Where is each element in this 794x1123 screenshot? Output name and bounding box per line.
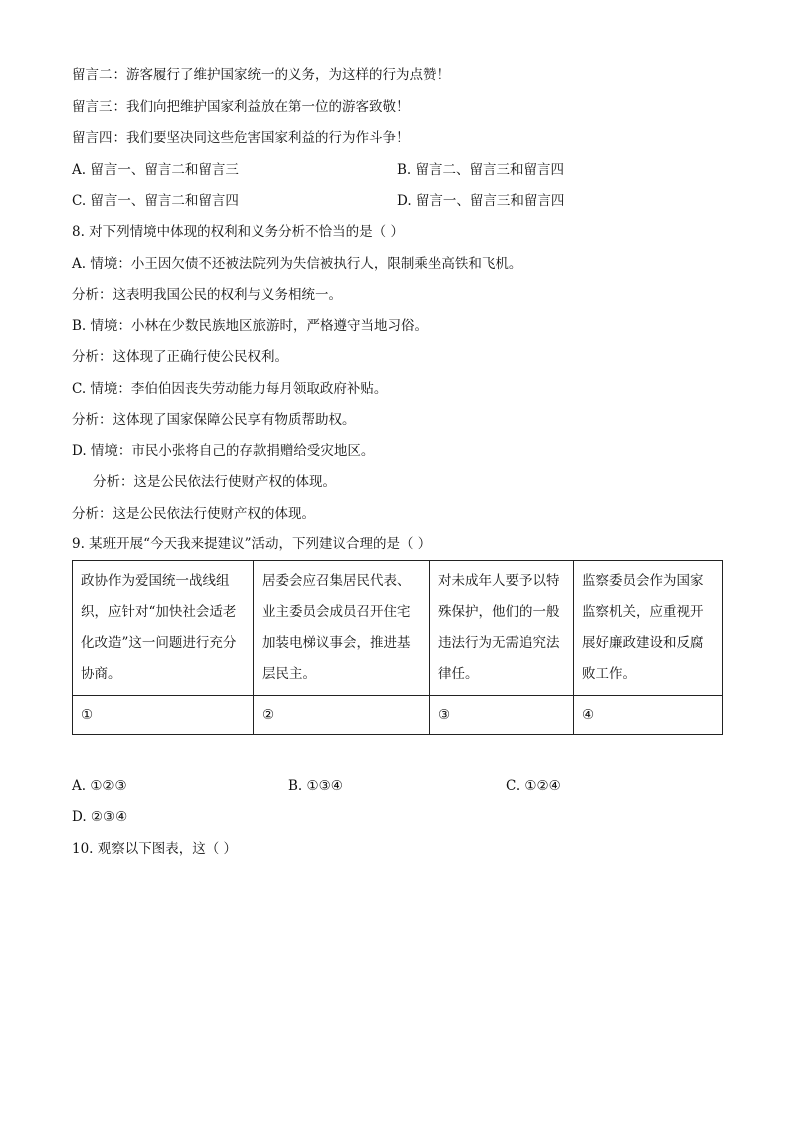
- suggestion-mark-1: ①: [73, 696, 254, 735]
- suggestion-cell-1: 政协作为爱国统一战线组织，应针对“加快社会适老化改造”这一问题进行充分协商。: [73, 561, 254, 696]
- q9-option-d: D. ②③④: [72, 809, 128, 825]
- q9-option-c: C. ①②④: [506, 778, 561, 794]
- q9-stem: 9. 某班开展“今天我来提建议”活动，下列建议合理的是（ ）: [72, 536, 432, 552]
- suggestion-cell-3: 对未成年人要予以特殊保护，他们的一般违法行为无需追究法律任。: [430, 561, 574, 696]
- q8-d-analysis-indented: 分析：这是公民依法行使财产权的体现。: [93, 474, 336, 490]
- q7-option-d: D. 留言一、留言三和留言四: [397, 193, 565, 209]
- suggestion-mark-3: ③: [430, 696, 574, 735]
- q7-message-3: 留言三：我们向把维护国家利益放在第一位的游客致敬！: [72, 99, 410, 115]
- q9-suggestion-table: [72, 560, 723, 735]
- q8-stem: 8. 对下列情境中体现的权利和义务分析不恰当的是（ ）: [72, 224, 404, 240]
- table-row: [73, 696, 723, 735]
- suggestion-mark-4: ④: [574, 696, 723, 735]
- q9-option-b: B. ①③④: [288, 778, 343, 794]
- q7-option-a: A. 留言一、留言二和留言三: [72, 162, 239, 178]
- suggestion-cell-2: 居委会应召集居民代表、业主委员会成员召开住宅加装电梯议事会，推进基层民主。: [254, 561, 430, 696]
- q8-c-scenario: C. 情境：李伯伯因丧失劳动能力每月领取政府补贴。: [72, 381, 388, 397]
- suggestion-mark-2: ②: [254, 696, 430, 735]
- q8-d-scenario: D. 情境：市民小张将自己的存款捐赠给受灾地区。: [72, 443, 375, 459]
- q7-option-b: B. 留言二、留言三和留言四: [397, 162, 565, 178]
- q8-a-scenario: A. 情境：小王因欠债不还被法院列为失信被执行人，限制乘坐高铁和飞机。: [72, 256, 523, 272]
- q8-c-analysis: 分析：这体现了国家保障公民享有物质帮助权。: [72, 412, 356, 428]
- q7-option-c: C. 留言一、留言二和留言四: [72, 193, 239, 209]
- q8-a-analysis: 分析：这表明我国公民的权利与义务相统一。: [72, 287, 342, 303]
- table-row: [73, 561, 723, 696]
- suggestion-cell-4: 监察委员会作为国家监察机关，应重视开展好廉政建设和反腐败工作。: [574, 561, 723, 696]
- q7-message-2: 留言二：游客履行了维护国家统一的义务，为这样的行为点赞！: [72, 67, 450, 83]
- q8-d-analysis: 分析：这是公民依法行使财产权的体现。: [72, 506, 315, 522]
- q9-option-a: A. ①②③: [72, 778, 127, 794]
- q10-stem: 10. 观察以下图表，这（ ）: [72, 841, 238, 857]
- q7-message-4: 留言四：我们要坚决同这些危害国家利益的行为作斗争！: [72, 130, 410, 146]
- q8-b-scenario: B. 情境：小林在少数民族地区旅游时，严格遵守当地习俗。: [72, 318, 429, 334]
- q8-b-analysis: 分析：这体现了正确行使公民权利。: [72, 349, 288, 365]
